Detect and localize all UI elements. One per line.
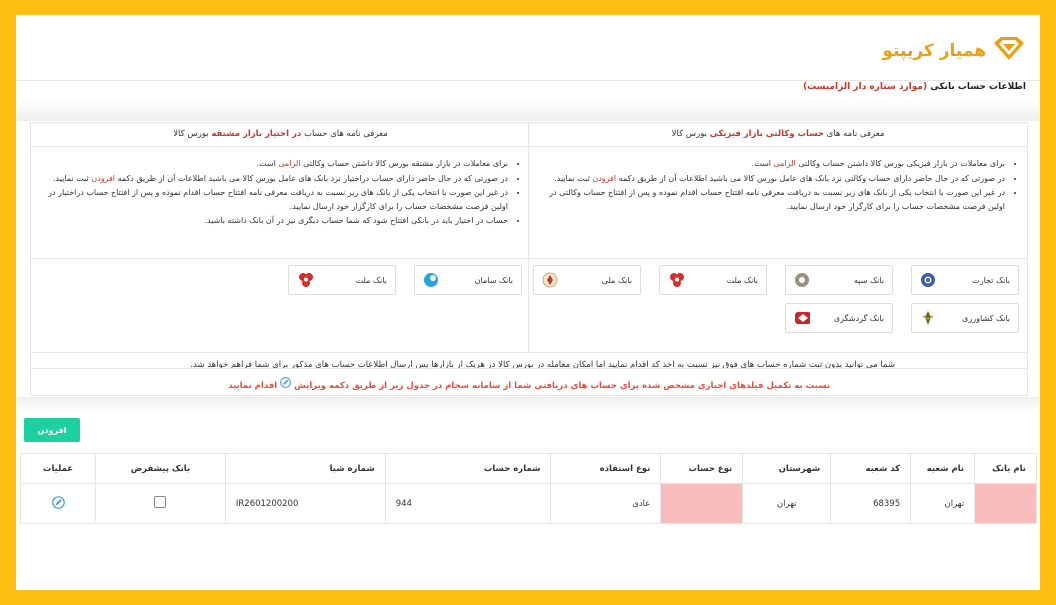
derivatives-market-column: [31, 123, 530, 352]
warning-text: اقدام نمایید: [228, 381, 278, 391]
bank-gardeshgari-button[interactable]: [785, 303, 893, 333]
title-text: معرفی نامه های: [823, 129, 885, 139]
column-header: نوع استفاده: [551, 454, 661, 484]
add-button[interactable]: افزودن: [24, 418, 80, 442]
column-header: شماره حساب: [385, 454, 551, 484]
edit-warning: [30, 368, 1028, 396]
info-note: شما می توانید بدون ثبت شماره حساب های فوق نیز نسبت به اخذ کد اقدام نمایید اما امکان معامله در بورس کالا در هریک از بازارها پس ارسال اطلاعات حساب های مذکور برای شما فراهم خواهد شد.: [31, 352, 1027, 376]
tejarat-logo-icon: [920, 272, 936, 288]
edit-icon: [280, 377, 291, 391]
bank-mellat-button[interactable]: [288, 265, 396, 295]
column-header: عملیات: [21, 454, 96, 484]
gardeshgari-logo-icon: [794, 310, 810, 326]
cell-default: [96, 484, 226, 524]
derivatives-market-bullets: [31, 147, 530, 259]
page-heading-text: اطلاعات حساب بانکی: [930, 82, 1026, 92]
page-frame: [16, 15, 1040, 590]
edit-icon[interactable]: [52, 502, 65, 512]
cell-account-type: [661, 484, 743, 524]
title-text: معرفی نامه های حساب: [301, 129, 388, 139]
column-header: نوع حساب: [661, 454, 743, 484]
mellat-logo-icon: [668, 272, 684, 288]
cell-city: تهران: [743, 484, 831, 524]
page-title: [803, 82, 1026, 92]
cell-account-no: 944: [385, 484, 551, 524]
section-divider: [16, 397, 1040, 413]
required-note: (موارد ستاره دار الزامیست): [802, 82, 928, 92]
bank-melli-button[interactable]: [533, 265, 641, 295]
section-divider: [16, 99, 1040, 121]
melli-logo-icon: [542, 272, 558, 288]
bank-sepah-button[interactable]: [785, 265, 893, 295]
cell-usage: عادی: [551, 484, 661, 524]
bank-label: بانک تجارت: [972, 275, 1010, 285]
title-text: بورس کالا: [671, 129, 710, 139]
list-item: • برای معاملات در بازار فیزیکی بورس کالا داشتن حساب وکالتی الزامی است.: [539, 157, 1005, 171]
cell-sheba: IR2601200200: [225, 484, 385, 524]
intro-letters-panel: [30, 122, 1028, 396]
physical-market-bullets: [529, 147, 1027, 259]
top-bar: [16, 15, 1040, 81]
physical-banks: [529, 259, 1027, 351]
list-item: • در صورتی که در حال حاضر دارای حساب وکالتی نزد بانک های عامل بورس کالا می باشید اطلاعات آن از طریق دکمه افزودن ثبت نمایید.: [539, 172, 1005, 186]
bank-saman-button[interactable]: [414, 265, 522, 295]
bank-label: بانک سپه: [854, 275, 884, 285]
sepah-logo-icon: [794, 272, 810, 288]
list-item: • در غیر این صورت با انتخاب یکی از بانک های زیر نسبت به دریافت معرفی نامه افتتاح حساب اقدام نموده و پس از افتتاح حساب دراختیار در اولین فرصت مشخصات حساب را برای کارگزار خود ارسال نمایید.: [41, 186, 508, 213]
column-header: شهرستان: [743, 454, 831, 484]
bank-label: بانک کشاورزی: [962, 313, 1010, 323]
brand-logo[interactable]: [882, 37, 1026, 64]
default-bank-checkbox[interactable]: [154, 496, 166, 508]
column-header: نام بانک: [975, 454, 1037, 484]
bank-tejarat-button[interactable]: [911, 265, 1019, 295]
list-item: • برای معاملات در بازار مشتقه بورس کالا داشتن حساب وکالتی الزامی است.: [41, 157, 508, 171]
table-header-row: [21, 454, 1037, 484]
bank-accounts-table: [20, 453, 1037, 524]
title-highlight: در اختیار بازار مشتقه: [211, 129, 302, 139]
physical-market-column: [528, 123, 1027, 352]
cell-branch: تهران: [911, 484, 975, 524]
cell-actions: [21, 484, 96, 524]
saman-logo-icon: [423, 272, 439, 288]
list-item: • در صورتی که در حال حاضر دارای حساب دراختیار نزد بانک های عامل بورس کالا می باشید اطلاعات آن از طریق دکمه افزودن ثبت نمایید.: [41, 172, 508, 186]
column-header: بانک پیشفرض: [96, 454, 226, 484]
warning-text: نسبت به تکمیل فیلدهای اجباری مشخص شده برای حساب های دریافتی شما از سامانه سجام در جدول زیر از طریق دکمه ویرایش: [294, 381, 830, 391]
title-highlight: حساب وکالتی بازار فیزیکی: [709, 129, 824, 139]
derivatives-banks: [31, 259, 530, 351]
table-row: [21, 484, 1037, 524]
column-header: شماره شبا: [225, 454, 385, 484]
physical-market-title: [529, 123, 1027, 147]
column-header: نام شعبه: [911, 454, 975, 484]
bank-label: بانک ملت: [726, 275, 758, 285]
bank-label: بانک سامان: [474, 275, 513, 285]
title-text: بورس کالا: [173, 129, 212, 139]
list-item: • حساب در اختیار باید در بانکی افتتاح شود که شما حساب دیگری نیز در آن بانک داشته باشید.: [41, 214, 508, 228]
cell-bank: [975, 484, 1037, 524]
bank-mellat-button[interactable]: [659, 265, 767, 295]
bank-keshavarzi-button[interactable]: [911, 303, 1019, 333]
column-header: کد شعبه: [831, 454, 911, 484]
bank-label: بانک ملت: [355, 275, 387, 285]
bank-label: بانک ملی: [601, 275, 632, 285]
mellat-logo-icon: [297, 272, 313, 288]
list-item: • در غیر این صورت با انتخاب یکی از بانک های زیر نسبت به دریافت معرفی نامه افتتاح حساب اقدام نموده و پس از افتتاح حساب وکالتی در اولین فرصت مشخصات حساب را برای کارگزار خود ارسال نمایید.: [539, 186, 1005, 213]
diamond-logo-icon: [992, 37, 1026, 64]
cell-branch-code: 68395: [831, 484, 911, 524]
derivatives-market-title: [31, 123, 530, 147]
brand-name: همیار کریپتو: [882, 40, 986, 61]
bank-label: بانک گردشگری: [833, 313, 884, 323]
keshavarzi-logo-icon: [920, 310, 936, 326]
